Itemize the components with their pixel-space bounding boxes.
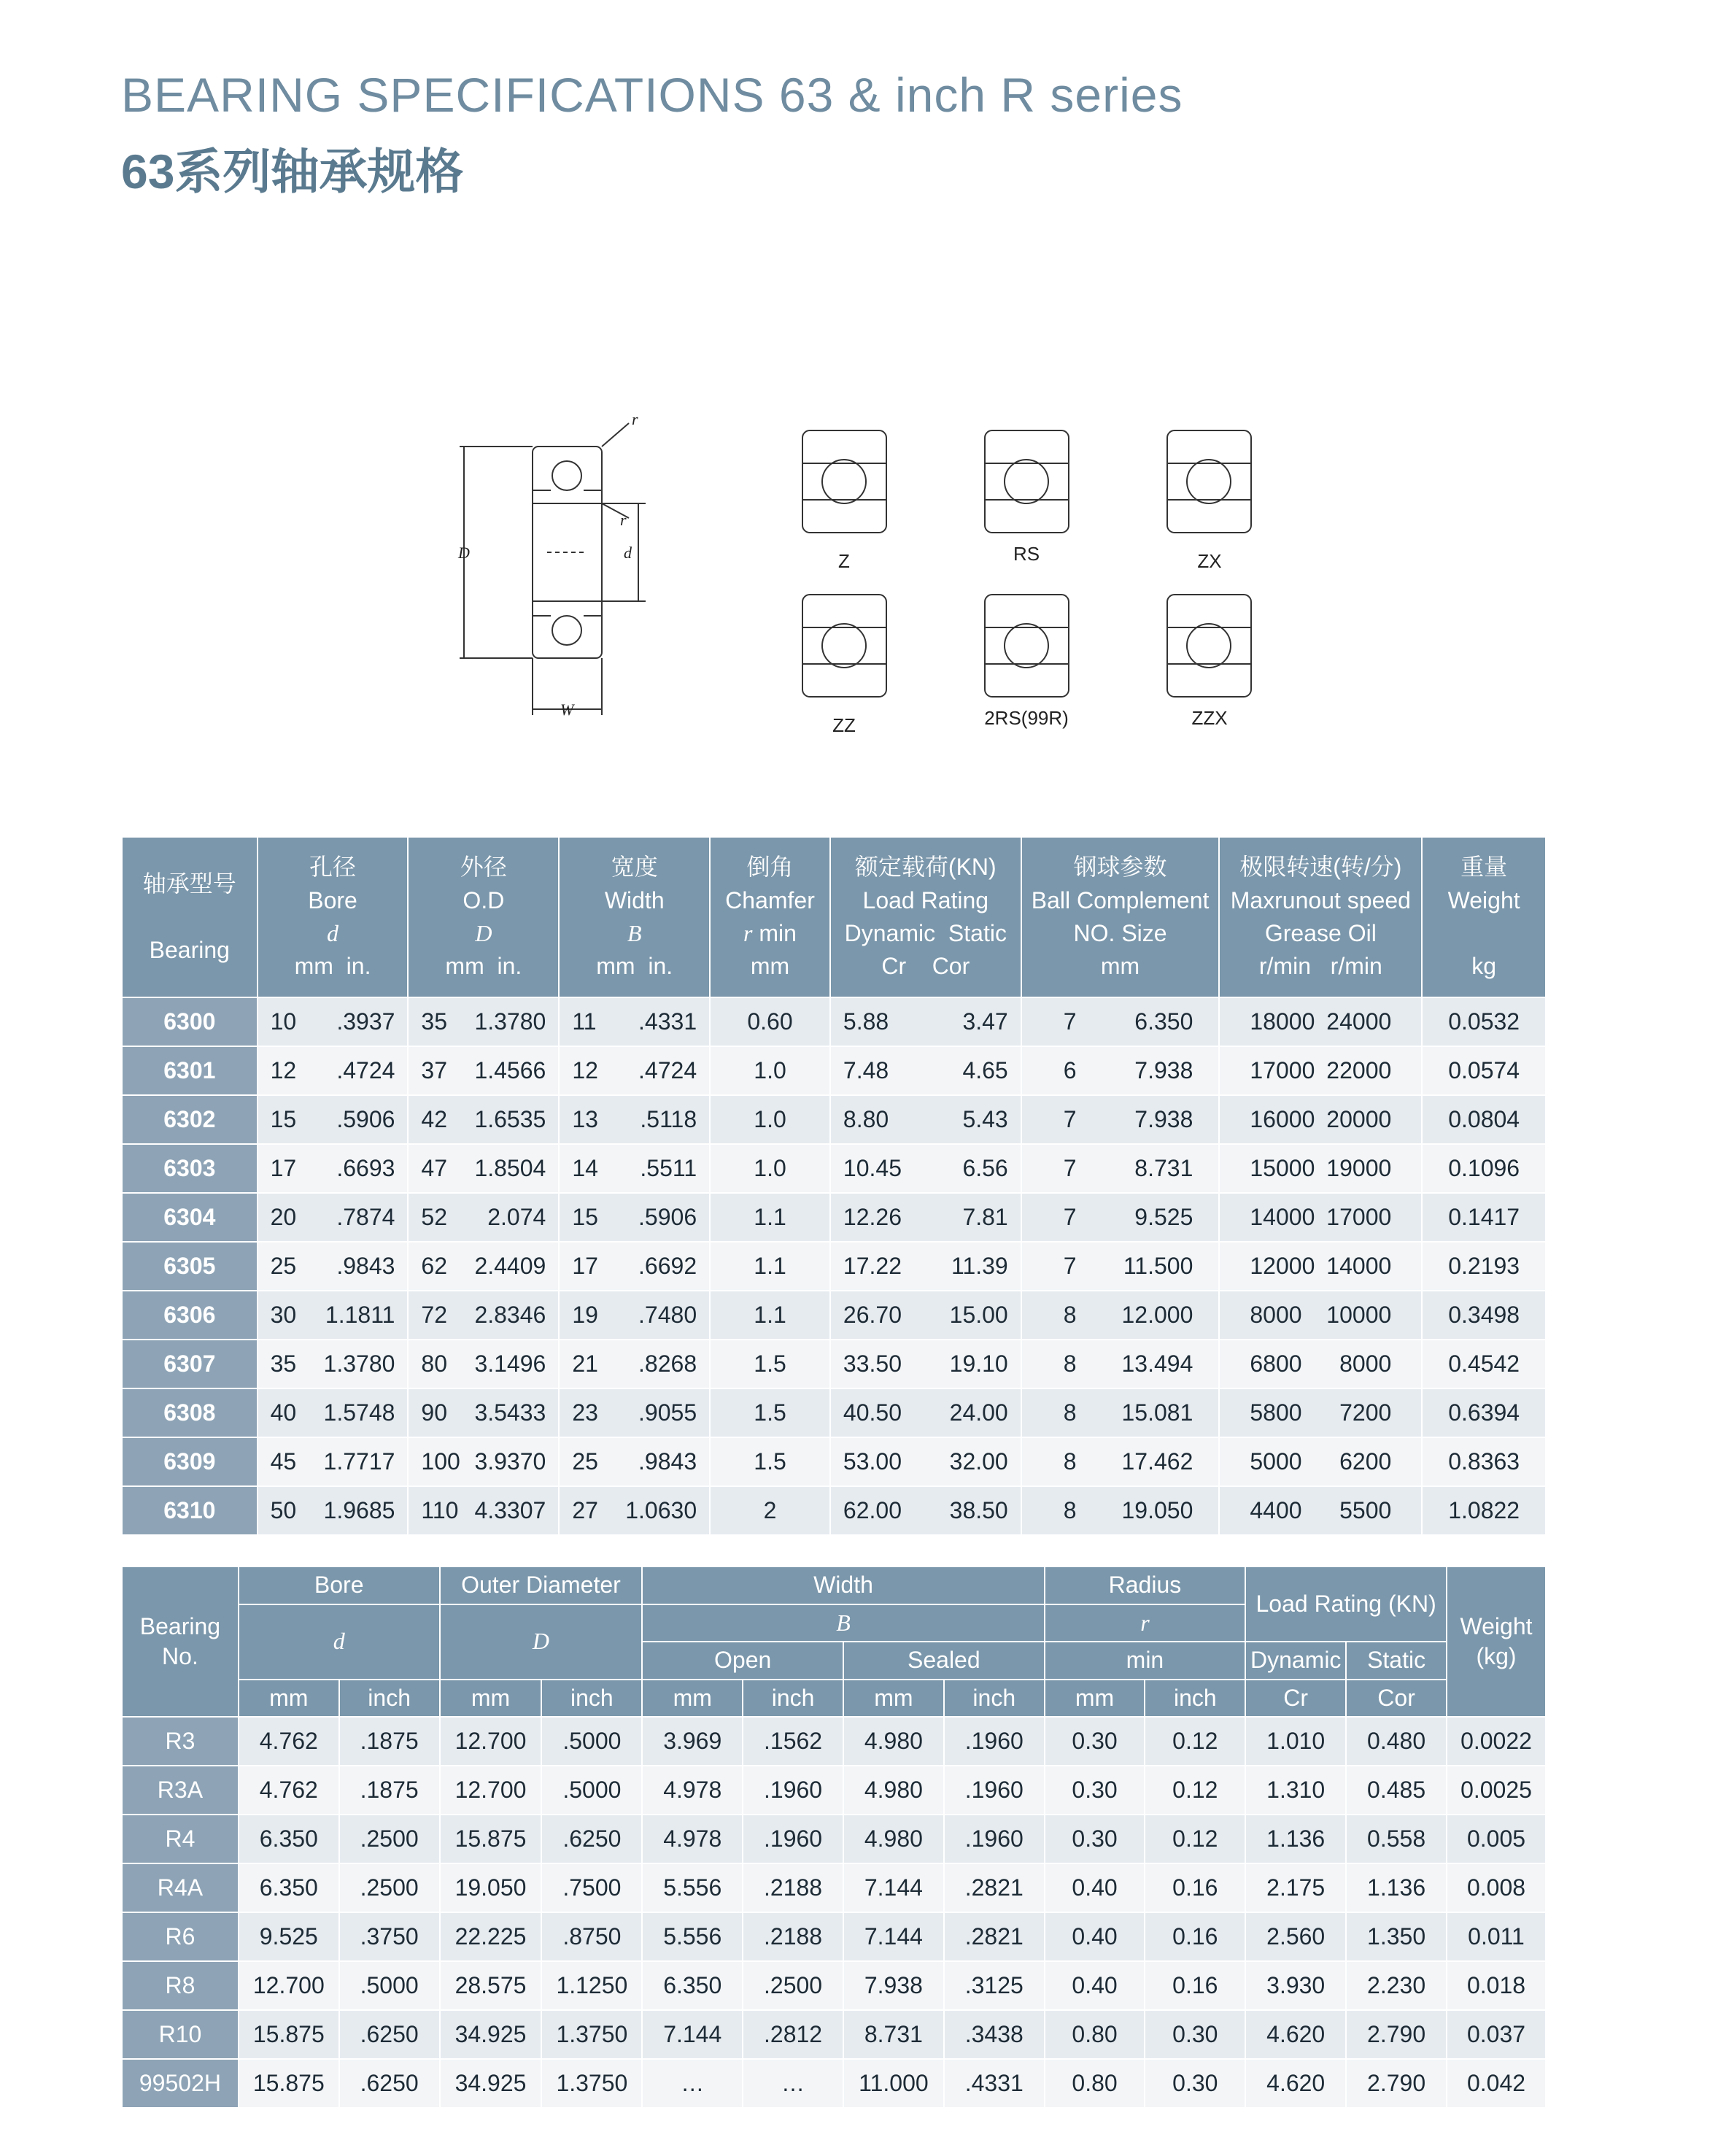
cell-r-mm: 0.40 xyxy=(1045,1961,1145,2010)
od-cell: 72 2.8346 xyxy=(408,1291,559,1340)
r-header-sealed: Sealed xyxy=(843,1642,1045,1680)
load-cell: 26.70 15.00 xyxy=(830,1291,1021,1340)
r-header-radius-sym: r xyxy=(1045,1604,1246,1642)
bore-cell: 25 .9843 xyxy=(258,1242,409,1291)
cell-cr: 3.930 xyxy=(1245,1961,1346,2010)
table-row xyxy=(122,1437,1546,1486)
table-row xyxy=(122,1717,1546,1766)
cell-open-mm: … xyxy=(642,2059,743,2108)
speed-cell: 15000 19000 xyxy=(1219,1144,1422,1193)
cell-weight: 0.018 xyxy=(1447,1961,1546,2010)
cell-sealed-in: .2821 xyxy=(944,1863,1045,1912)
cell-weight: 0.042 xyxy=(1447,2059,1546,2108)
r-unit-mm: mm xyxy=(1045,1680,1145,1718)
bearing-model: R4A xyxy=(122,1863,239,1912)
cell-cor: 0.485 xyxy=(1346,1766,1447,1815)
od-cell: 80 3.1496 xyxy=(408,1340,559,1388)
header-weight: 重量 Weight kg xyxy=(1422,838,1546,997)
cell-od-in: 1.1250 xyxy=(541,1961,642,2010)
width-cell: 11 .4331 xyxy=(559,997,710,1046)
header-ball: 钢球参数 Ball Complement NO. Size mm xyxy=(1021,838,1220,997)
bore-cell: 30 1.1811 xyxy=(258,1291,409,1340)
chamfer-cell: 0.60 xyxy=(710,997,830,1046)
seal-label-2rs: 2RS(99R) xyxy=(984,707,1069,729)
bore-cell: 15 .5906 xyxy=(258,1095,409,1144)
r-header-dynamic: Dynamic xyxy=(1245,1642,1346,1680)
cell-weight: 0.005 xyxy=(1447,1815,1546,1863)
speed-cell: 5800 7200 xyxy=(1219,1388,1422,1437)
chamfer-cell: 1.5 xyxy=(710,1388,830,1437)
table-row xyxy=(122,2059,1546,2108)
cell-sealed-in: .1960 xyxy=(944,1766,1045,1815)
speed-cell: 18000 24000 xyxy=(1219,997,1422,1046)
cell-od-in: .5000 xyxy=(541,1766,642,1815)
cell-r-in: 0.12 xyxy=(1145,1717,1245,1766)
ball-cell: 7 7.938 xyxy=(1021,1095,1220,1144)
weight-cell: 0.0532 xyxy=(1422,997,1546,1046)
cell-open-mm: 4.978 xyxy=(642,1815,743,1863)
r-header-weight: Weight (kg) xyxy=(1447,1566,1546,1717)
cell-sealed-in: .1960 xyxy=(944,1815,1045,1863)
load-cell: 62.00 38.50 xyxy=(830,1486,1021,1535)
cell-cor: 0.480 xyxy=(1346,1717,1447,1766)
ball-cell: 6 7.938 xyxy=(1021,1046,1220,1095)
chamfer-cell: 2 xyxy=(710,1486,830,1535)
cell-od-mm: 12.700 xyxy=(440,1717,542,1766)
bearing-model: 6302 xyxy=(122,1095,258,1144)
cell-cor: 1.350 xyxy=(1346,1912,1447,1961)
weight-cell: 0.1096 xyxy=(1422,1144,1546,1193)
header-width: 宽度 Width B mm in. xyxy=(559,838,710,997)
bearing-model: R6 xyxy=(122,1912,239,1961)
cell-bore-in: .2500 xyxy=(339,1815,440,1863)
cell-od-mm: 15.875 xyxy=(440,1815,542,1863)
cell-bore-mm: 12.700 xyxy=(239,1961,339,2010)
bore-cell: 45 1.7717 xyxy=(258,1437,409,1486)
cell-open-in: .2188 xyxy=(743,1863,843,1912)
cell-od-in: .8750 xyxy=(541,1912,642,1961)
header-od: 外径 O.D D mm in. xyxy=(408,838,559,997)
cell-bore-in: .5000 xyxy=(339,1961,440,2010)
ball-cell: 8 13.494 xyxy=(1021,1340,1220,1388)
weight-cell: 0.0804 xyxy=(1422,1095,1546,1144)
load-cell: 17.22 11.39 xyxy=(830,1242,1021,1291)
speed-cell: 6800 8000 xyxy=(1219,1340,1422,1388)
load-cell: 7.48 4.65 xyxy=(830,1046,1021,1095)
load-cell: 53.00 32.00 xyxy=(830,1437,1021,1486)
r-header-bore-sym: d xyxy=(239,1604,440,1680)
bore-cell: 50 1.9685 xyxy=(258,1486,409,1535)
cell-open-in: .2500 xyxy=(743,1961,843,2010)
width-cell: 14 .5511 xyxy=(559,1144,710,1193)
cell-open-mm: 7.144 xyxy=(642,2010,743,2059)
width-cell: 25 .9843 xyxy=(559,1437,710,1486)
cell-od-mm: 12.700 xyxy=(440,1766,542,1815)
weight-cell: 1.0822 xyxy=(1422,1486,1546,1535)
cell-bore-in: .6250 xyxy=(339,2059,440,2108)
bore-cell: 17 .6693 xyxy=(258,1144,409,1193)
cell-od-in: .7500 xyxy=(541,1863,642,1912)
weight-cell: 0.2193 xyxy=(1422,1242,1546,1291)
cell-bore-mm: 4.762 xyxy=(239,1766,339,1815)
cell-cr: 2.560 xyxy=(1245,1912,1346,1961)
spec-table-r-series xyxy=(121,1566,1547,2109)
speed-cell: 4400 5500 xyxy=(1219,1486,1422,1535)
seal-label-zx: ZX xyxy=(1197,550,1222,572)
label-r-top: r xyxy=(632,410,638,428)
bearing-model: 99502H xyxy=(122,2059,239,2108)
bearing-model: 6310 xyxy=(122,1486,258,1535)
cell-sealed-mm: 4.980 xyxy=(843,1717,944,1766)
cell-bore-in: .1875 xyxy=(339,1717,440,1766)
cell-open-mm: 4.978 xyxy=(642,1766,743,1815)
cell-od-in: .5000 xyxy=(541,1717,642,1766)
ball-cell: 8 15.081 xyxy=(1021,1388,1220,1437)
cell-weight: 0.037 xyxy=(1447,2010,1546,2059)
cell-weight: 0.008 xyxy=(1447,1863,1546,1912)
table-row xyxy=(122,1340,1546,1388)
cell-sealed-mm: 7.144 xyxy=(843,1912,944,1961)
cell-open-mm: 6.350 xyxy=(642,1961,743,2010)
r-unit-inch: inch xyxy=(339,1680,440,1718)
cell-sealed-in: .2821 xyxy=(944,1912,1045,1961)
weight-cell: 0.3498 xyxy=(1422,1291,1546,1340)
load-cell: 33.50 19.10 xyxy=(830,1340,1021,1388)
table-row xyxy=(122,997,1546,1046)
chamfer-cell: 1.5 xyxy=(710,1437,830,1486)
cell-sealed-mm: 11.000 xyxy=(843,2059,944,2108)
bearing-model: R3 xyxy=(122,1717,239,1766)
width-cell: 27 1.0630 xyxy=(559,1486,710,1535)
cell-od-mm: 28.575 xyxy=(440,1961,542,2010)
r-header-load: Load Rating (KN) xyxy=(1245,1566,1447,1642)
header-speed: 极限转速(转/分) Maxrunout speed Grease Oil r/min r/min xyxy=(1219,838,1422,997)
bearing-model: 6306 xyxy=(122,1291,258,1340)
cell-od-mm: 34.925 xyxy=(440,2010,542,2059)
od-cell: 100 3.9370 xyxy=(408,1437,559,1486)
od-cell: 47 1.8504 xyxy=(408,1144,559,1193)
width-cell: 15 .5906 xyxy=(559,1193,710,1242)
r-unit-mm: mm xyxy=(440,1680,542,1718)
bearing-model: R8 xyxy=(122,1961,239,2010)
cell-od-mm: 19.050 xyxy=(440,1863,542,1912)
cell-cor: 2.790 xyxy=(1346,2059,1447,2108)
r-unit-inch: inch xyxy=(944,1680,1045,1718)
cell-open-in: .1960 xyxy=(743,1766,843,1815)
cell-r-mm: 0.30 xyxy=(1045,1766,1145,1815)
load-cell: 8.80 5.43 xyxy=(830,1095,1021,1144)
ball-cell: 8 12.000 xyxy=(1021,1291,1220,1340)
cell-od-in: .6250 xyxy=(541,1815,642,1863)
cell-cor: 0.558 xyxy=(1346,1815,1447,1863)
od-cell: 110 4.3307 xyxy=(408,1486,559,1535)
ball-cell: 7 6.350 xyxy=(1021,997,1220,1046)
r-header-static: Static xyxy=(1346,1642,1447,1680)
table-row xyxy=(122,1388,1546,1437)
header-bearing: 轴承型号 Bearing xyxy=(122,838,258,997)
bearing-dimension-diagram xyxy=(438,409,1313,751)
ball-cell: 8 19.050 xyxy=(1021,1486,1220,1535)
cell-open-mm: 5.556 xyxy=(642,1912,743,1961)
cell-bore-mm: 9.525 xyxy=(239,1912,339,1961)
chamfer-cell: 1.0 xyxy=(710,1046,830,1095)
cell-cr: 4.620 xyxy=(1245,2059,1346,2108)
bearing-model: 6305 xyxy=(122,1242,258,1291)
cell-sealed-in: .4331 xyxy=(944,2059,1045,2108)
cell-bore-in: .3750 xyxy=(339,1912,440,1961)
cell-bore-mm: 15.875 xyxy=(239,2059,339,2108)
cell-r-mm: 0.40 xyxy=(1045,1912,1145,1961)
chamfer-cell: 1.5 xyxy=(710,1340,830,1388)
cell-r-in: 0.12 xyxy=(1145,1766,1245,1815)
r-header-od-sym: D xyxy=(440,1604,643,1680)
cell-open-in: .1960 xyxy=(743,1815,843,1863)
speed-cell: 8000 10000 xyxy=(1219,1291,1422,1340)
cell-bore-in: .6250 xyxy=(339,2010,440,2059)
od-cell: 52 2.074 xyxy=(408,1193,559,1242)
bearing-model: 6301 xyxy=(122,1046,258,1095)
load-cell: 10.45 6.56 xyxy=(830,1144,1021,1193)
bore-cell: 10 .3937 xyxy=(258,997,409,1046)
seal-label-rs: RS xyxy=(1013,543,1040,565)
table-row xyxy=(122,1912,1546,1961)
chamfer-cell: 1.0 xyxy=(710,1095,830,1144)
cell-open-in: .2188 xyxy=(743,1912,843,1961)
width-cell: 17 .6692 xyxy=(559,1242,710,1291)
bore-cell: 12 .4724 xyxy=(258,1046,409,1095)
cell-r-mm: 0.30 xyxy=(1045,1717,1145,1766)
chamfer-cell: 1.1 xyxy=(710,1291,830,1340)
bearing-model: 6307 xyxy=(122,1340,258,1388)
r-unit-cr: Cr xyxy=(1245,1680,1346,1718)
cell-sealed-mm: 4.980 xyxy=(843,1766,944,1815)
r-unit-inch: inch xyxy=(541,1680,642,1718)
table-row xyxy=(122,2010,1546,2059)
chamfer-cell: 1.1 xyxy=(710,1193,830,1242)
cell-open-mm: 3.969 xyxy=(642,1717,743,1766)
cell-sealed-mm: 4.980 xyxy=(843,1815,944,1863)
cell-sealed-mm: 7.938 xyxy=(843,1961,944,2010)
load-cell: 5.88 3.47 xyxy=(830,997,1021,1046)
weight-cell: 0.8363 xyxy=(1422,1437,1546,1486)
seal-label-z: Z xyxy=(838,550,850,572)
bore-cell: 35 1.3780 xyxy=(258,1340,409,1388)
width-cell: 21 .8268 xyxy=(559,1340,710,1388)
cell-r-mm: 0.30 xyxy=(1045,1815,1145,1863)
cell-r-in: 0.12 xyxy=(1145,1815,1245,1863)
label-d: d xyxy=(624,544,632,562)
bearing-model: 6300 xyxy=(122,997,258,1046)
seal-label-zz: ZZ xyxy=(832,714,856,736)
cell-cr: 2.175 xyxy=(1245,1863,1346,1912)
od-cell: 42 1.6535 xyxy=(408,1095,559,1144)
speed-cell: 12000 14000 xyxy=(1219,1242,1422,1291)
r-header-radius: Radius xyxy=(1045,1566,1246,1604)
cell-r-mm: 0.80 xyxy=(1045,2059,1145,2108)
cell-r-mm: 0.40 xyxy=(1045,1863,1145,1912)
table-row xyxy=(122,1046,1546,1095)
od-cell: 37 1.4566 xyxy=(408,1046,559,1095)
title-english: BEARING SPECIFICATIONS 63 & inch R series xyxy=(121,68,1183,122)
cell-r-mm: 0.80 xyxy=(1045,2010,1145,2059)
cell-sealed-mm: 7.144 xyxy=(843,1863,944,1912)
ball-cell: 7 11.500 xyxy=(1021,1242,1220,1291)
cell-bore-mm: 6.350 xyxy=(239,1815,339,1863)
load-cell: 12.26 7.81 xyxy=(830,1193,1021,1242)
load-cell: 40.50 24.00 xyxy=(830,1388,1021,1437)
cell-r-in: 0.30 xyxy=(1145,2010,1245,2059)
table-row xyxy=(122,1193,1546,1242)
cell-cr: 1.310 xyxy=(1245,1766,1346,1815)
weight-cell: 0.4542 xyxy=(1422,1340,1546,1388)
bearing-model: 6309 xyxy=(122,1437,258,1486)
cell-od-in: 1.3750 xyxy=(541,2059,642,2108)
r-unit-inch: inch xyxy=(1145,1680,1245,1718)
od-cell: 62 2.4409 xyxy=(408,1242,559,1291)
cell-sealed-in: .3438 xyxy=(944,2010,1045,2059)
r-unit-mm: mm xyxy=(642,1680,743,1718)
label-W: W xyxy=(560,700,574,719)
cell-r-in: 0.16 xyxy=(1145,1912,1245,1961)
r-header-open: Open xyxy=(642,1642,843,1680)
od-cell: 35 1.3780 xyxy=(408,997,559,1046)
cell-bore-in: .1875 xyxy=(339,1766,440,1815)
chamfer-cell: 1.1 xyxy=(710,1242,830,1291)
ball-cell: 7 8.731 xyxy=(1021,1144,1220,1193)
width-cell: 19 .7480 xyxy=(559,1291,710,1340)
r-unit-mm: mm xyxy=(239,1680,339,1718)
cell-r-in: 0.16 xyxy=(1145,1863,1245,1912)
speed-cell: 5000 6200 xyxy=(1219,1437,1422,1486)
ball-cell: 8 17.462 xyxy=(1021,1437,1220,1486)
cell-od-in: 1.3750 xyxy=(541,2010,642,2059)
table-row xyxy=(122,1961,1546,2010)
cell-od-mm: 22.225 xyxy=(440,1912,542,1961)
table-row xyxy=(122,1863,1546,1912)
spec-table-63 xyxy=(121,838,1547,1536)
bore-cell: 20 .7874 xyxy=(258,1193,409,1242)
cell-open-mm: 5.556 xyxy=(642,1863,743,1912)
table-row xyxy=(122,1095,1546,1144)
seal-label-zzx: ZZX xyxy=(1191,707,1228,729)
cell-cor: 1.136 xyxy=(1346,1863,1447,1912)
bearing-model: 6303 xyxy=(122,1144,258,1193)
r-header-width: Width xyxy=(642,1566,1044,1604)
header-chamfer: 倒角 Chamfer r min mm xyxy=(710,838,830,997)
weight-cell: 0.1417 xyxy=(1422,1193,1546,1242)
r-header-bearing: Bearing No. xyxy=(122,1566,239,1717)
label-r-inner: r xyxy=(620,511,627,529)
r-header-bore: Bore xyxy=(239,1566,440,1604)
bearing-model: R10 xyxy=(122,2010,239,2059)
cell-cr: 1.010 xyxy=(1245,1717,1346,1766)
bore-cell: 40 1.5748 xyxy=(258,1388,409,1437)
cell-cor: 2.230 xyxy=(1346,1961,1447,2010)
od-cell: 90 3.5433 xyxy=(408,1388,559,1437)
speed-cell: 16000 20000 xyxy=(1219,1095,1422,1144)
title-chinese: 63系列轴承规格 xyxy=(121,144,464,198)
cell-open-in: .1562 xyxy=(743,1717,843,1766)
cell-open-in: … xyxy=(743,2059,843,2108)
speed-cell: 14000 17000 xyxy=(1219,1193,1422,1242)
table-row xyxy=(122,1486,1546,1535)
header-bore: 孔径 Bore d mm in. xyxy=(258,838,409,997)
cell-od-mm: 34.925 xyxy=(440,2059,542,2108)
cell-r-in: 0.30 xyxy=(1145,2059,1245,2108)
chamfer-cell: 1.0 xyxy=(710,1144,830,1193)
cell-cor: 2.790 xyxy=(1346,2010,1447,2059)
weight-cell: 0.0574 xyxy=(1422,1046,1546,1095)
bearing-model: 6308 xyxy=(122,1388,258,1437)
r-header-min: min xyxy=(1045,1642,1246,1680)
r-unit-inch: inch xyxy=(743,1680,843,1718)
cell-bore-mm: 15.875 xyxy=(239,2010,339,2059)
width-cell: 23 .9055 xyxy=(559,1388,710,1437)
cell-sealed-in: .1960 xyxy=(944,1717,1045,1766)
r-header-width-sym: B xyxy=(642,1604,1044,1642)
label-D: D xyxy=(458,544,470,562)
table-row xyxy=(122,1766,1546,1815)
cell-bore-mm: 4.762 xyxy=(239,1717,339,1766)
cell-weight: 0.0022 xyxy=(1447,1717,1546,1766)
bearing-model: 6304 xyxy=(122,1193,258,1242)
width-cell: 13 .5118 xyxy=(559,1095,710,1144)
r-unit-mm: mm xyxy=(843,1680,944,1718)
width-cell: 12 .4724 xyxy=(559,1046,710,1095)
speed-cell: 17000 22000 xyxy=(1219,1046,1422,1095)
cell-sealed-in: .3125 xyxy=(944,1961,1045,2010)
bearing-model: R4 xyxy=(122,1815,239,1863)
header-load: 额定载荷(KN) Load Rating Dynamic Static Cr Cor xyxy=(830,838,1021,997)
table-row xyxy=(122,1815,1546,1863)
table-row xyxy=(122,1242,1546,1291)
bearing-model: R3A xyxy=(122,1766,239,1815)
table-row xyxy=(122,1291,1546,1340)
cell-open-in: .2812 xyxy=(743,2010,843,2059)
r-header-od: Outer Diameter xyxy=(440,1566,643,1604)
table-row xyxy=(122,1144,1546,1193)
r-unit-cor: Cor xyxy=(1346,1680,1447,1718)
cell-cr: 1.136 xyxy=(1245,1815,1346,1863)
weight-cell: 0.6394 xyxy=(1422,1388,1546,1437)
cell-r-in: 0.16 xyxy=(1145,1961,1245,2010)
ball-cell: 7 9.525 xyxy=(1021,1193,1220,1242)
cell-bore-in: .2500 xyxy=(339,1863,440,1912)
cell-sealed-mm: 8.731 xyxy=(843,2010,944,2059)
cell-weight: 0.0025 xyxy=(1447,1766,1546,1815)
cell-bore-mm: 6.350 xyxy=(239,1863,339,1912)
cell-cr: 4.620 xyxy=(1245,2010,1346,2059)
cell-weight: 0.011 xyxy=(1447,1912,1546,1961)
